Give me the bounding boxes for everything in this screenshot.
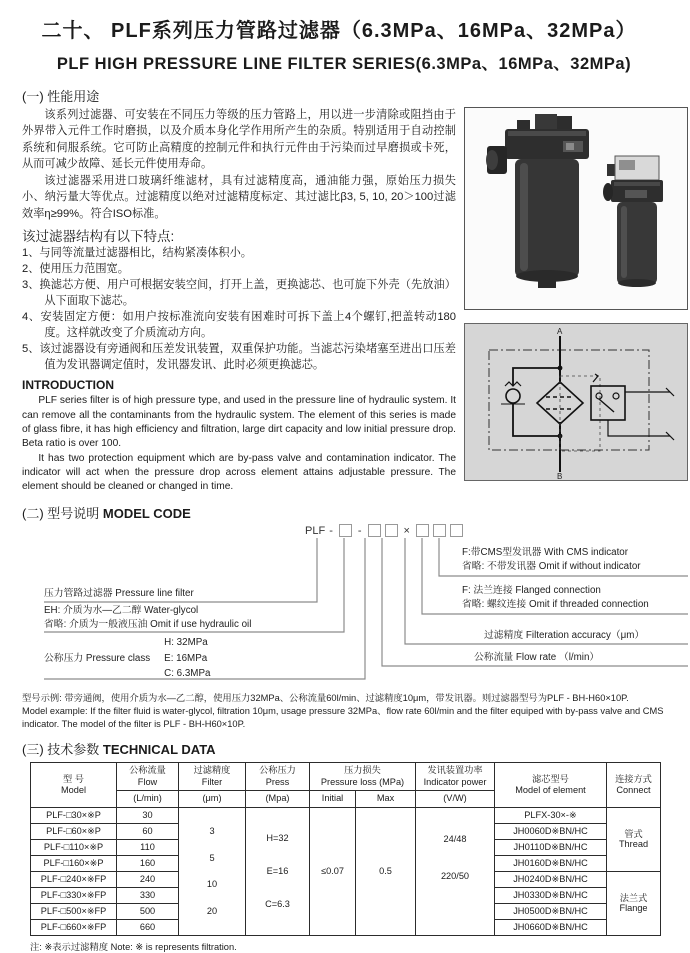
page-title-en: PLF HIGH PRESSURE LINE FILTER SERIES(6.3MPa、16MPa、32MPa) bbox=[56, 55, 632, 73]
cell-flow: 60 bbox=[117, 823, 179, 839]
features-list bbox=[22, 246, 456, 373]
cell-flow: 110 bbox=[117, 839, 179, 855]
section2-heading-en: MODEL CODE bbox=[102, 506, 191, 522]
cell-model: PLF-□240×※FP bbox=[31, 871, 117, 887]
code-box-medium bbox=[339, 524, 352, 537]
unit-loss-initial: Initial bbox=[310, 791, 356, 808]
filter-product-illustration bbox=[465, 108, 687, 309]
introduction-paragraph-2: It has two protection equipment which are by-pass valve and contamination indicator. The indicator will act when the pressure drop across element attains adjustable pressure. The element should be cleaned or changed in time. bbox=[22, 452, 456, 493]
cell-connect-flange: 法兰式 Flange bbox=[607, 871, 661, 935]
cell-flow: 500 bbox=[117, 903, 179, 919]
circuit-symbol bbox=[465, 324, 687, 480]
label-pressure-class: 公称压力 Pressure class H: 32MPa E: 16MPa C: 6.3MPa bbox=[44, 637, 211, 679]
model-code-dash: - bbox=[329, 524, 333, 537]
cell-model: PLF-□30×※P bbox=[31, 807, 117, 823]
cell-element: JH0500D※BN/HC bbox=[495, 903, 607, 919]
cell-flow: 660 bbox=[117, 919, 179, 935]
code-box-indicator bbox=[450, 524, 463, 537]
section2-heading bbox=[22, 503, 456, 522]
header-connect: 连接方式 Connect bbox=[607, 763, 661, 808]
unit-filter: (μm) bbox=[179, 791, 246, 808]
cell-element: JH0330D※BN/HC bbox=[495, 887, 607, 903]
cell-element: PLFX-30×-※ bbox=[495, 807, 607, 823]
feature-item: 4、安装固定方便：如用户按标准流向安装有困难时可拆下盖上4个螺钉,把盖转动180度。这样就改变了介质流动方向。 bbox=[22, 310, 456, 339]
model-code-string bbox=[305, 524, 465, 537]
label-cms-indicator: F:带CMS型发讯器 With CMS indicator 省略: 不带发讯器 Omit if without indicator bbox=[462, 547, 641, 572]
pressure-class-options: H: 32MPa E: 16MPa C: 6.3MPa bbox=[164, 637, 211, 679]
cell-model: PLF-□60×※P bbox=[31, 823, 117, 839]
cell-model: PLF-□330×※FP bbox=[31, 887, 117, 903]
performance-paragraph-1: 该系列过滤器、可安装在不同压力等级的压力管路上，用以进一步清除或阻挡由于外界带入元件工作时磨损，以及介质本身化学作用所产生的杂质。特别适用于自动控制系统和伺服系统。它可防止高精度的控制元件和执行元件由于污染而过早磨损或卡死，从而可减少故障、延长元件使用寿命。 bbox=[22, 109, 456, 171]
section1-figure-column bbox=[464, 107, 688, 522]
model-code-dash: - bbox=[357, 524, 362, 537]
table-footnote: 注: ※表示过滤精度 Note: ※ is represents filtration. bbox=[30, 941, 237, 952]
header-flow: 公称流量 Flow bbox=[117, 763, 179, 791]
unit-press: (Mpa) bbox=[246, 791, 310, 808]
cell-element: JH0160D※BN/HC bbox=[495, 855, 607, 871]
section2-heading-cn: (二) 型号说明 bbox=[22, 506, 100, 522]
section1-content bbox=[22, 107, 686, 522]
section1-text-column bbox=[22, 107, 456, 522]
table-header-row bbox=[31, 763, 661, 791]
page-title-cn: 二十、 PLF系列压力管路过滤器（6.3MPa、16MPa、32MPa） bbox=[41, 20, 637, 42]
model-example-cn: 型号示例: 带旁通阀，使用介质为水—乙二醇，使用压力32MPa、公称流量60l/min、过滤精度10μm，带发讯器。则过滤器型号为PLF - BH-H60×10P. bbox=[22, 693, 629, 704]
unit-power: (V/W) bbox=[416, 791, 495, 808]
cell-model: PLF-□160×※P bbox=[31, 855, 117, 871]
cell-element: JH0660D※BN/HC bbox=[495, 919, 607, 935]
cell-model: PLF-□660×※FP bbox=[31, 919, 117, 935]
label-filtration-accuracy: 过滤精度 Filteration accuracy（μm） bbox=[484, 630, 645, 642]
unit-flow: (L/min) bbox=[117, 791, 179, 808]
header-model: 型 号 Model bbox=[31, 763, 117, 808]
section1-heading: (一) 性能用途 bbox=[22, 89, 100, 104]
cell-element: JH0240D※BN/HC bbox=[495, 871, 607, 887]
product-photo bbox=[464, 107, 688, 310]
cell-loss-max: 0.5 bbox=[356, 807, 416, 935]
model-code-times: × bbox=[403, 524, 410, 537]
label-connection-type: F: 法兰连接 Flanged connection 省略: 螺纹连接 Omit if threaded connection bbox=[462, 585, 649, 610]
introduction-heading: INTRODUCTION bbox=[22, 378, 114, 393]
cell-filter-values: 3 5 10 20 bbox=[179, 807, 246, 935]
hydraulic-circuit-diagram bbox=[464, 323, 688, 481]
unit-loss-max: Max bbox=[356, 791, 416, 808]
code-box-connection bbox=[433, 524, 446, 537]
section3-heading-en: TECHNICAL DATA bbox=[102, 742, 216, 758]
port-label-bottom: B bbox=[557, 472, 563, 480]
performance-paragraph-2: 该过滤器采用进口玻璃纤维滤材，具有过滤精度高，通油能力强，原始压力损失小、纳污量大等优点。过滤精度以绝对过滤精度标定、其过滤比β3, 5, 10, 20＞100过滤效率η≥99%。符合ISO标准。 bbox=[22, 174, 456, 220]
cell-indicator-power: 24/48 220/50 bbox=[416, 807, 495, 935]
cell-flow: 330 bbox=[117, 887, 179, 903]
header-indicator-power: 发讯装置功率 Indicator power bbox=[416, 763, 495, 791]
label-flow-rate: 公称流量 Flow rate （l/min） bbox=[474, 652, 600, 664]
model-code-diagram bbox=[22, 524, 686, 688]
label-medium: EH: 介质为水—乙二醇 Water-glycol 省略: 介质为一般液压油 Omit if use hydraulic oil bbox=[44, 605, 252, 630]
feature-item: 1、与同等流量过滤器相比，结构紧凑体积小。 bbox=[22, 247, 252, 260]
model-example bbox=[22, 692, 686, 731]
code-box-flow bbox=[385, 524, 398, 537]
section3-heading bbox=[22, 739, 686, 758]
header-pressure-loss: 压力损失 Pressure loss (MPa) bbox=[310, 763, 416, 791]
cell-element: JH0110D※BN/HC bbox=[495, 839, 607, 855]
feature-item: 5、该过滤器设有旁通阀和压差发讯装置，双重保护功能。当滤芯污染堵塞至进出口压差值为发讯器调定值时，发讯器发讯、此时必须更换滤芯。 bbox=[22, 342, 456, 371]
label-pressure-line-filter: 压力管路过滤器 Pressure line filter bbox=[44, 588, 194, 600]
cell-press-values: H=32 E=16 C=6.3 bbox=[246, 807, 310, 935]
section3-heading-cn: (三) 技术参数 bbox=[22, 742, 100, 758]
introduction-paragraph-1: PLF series filter is of high pressure type, and used in the pressure line of hydraulic system. It can remove all the contaminants from the hydraulic system. The element of this series is made of glass fibre, it has high efficiency and filtration, large dirt capacity and low initial pressure drop. Beta ratio is over 100. bbox=[22, 395, 456, 450]
code-box-pressure bbox=[368, 524, 381, 537]
feature-item: 2、使用压力范围宽。 bbox=[22, 263, 129, 276]
technical-data-table bbox=[30, 762, 661, 936]
model-example-en: Model example: If the filter fluid is water-glycol, filtration 10μm, usage pressure 32MPa、flow rate 60l/min and the filter equiped with by-pass valve and CMS indicator. The model of the filter is PLF - BH-H60×10P. bbox=[22, 706, 664, 730]
cell-flow: 160 bbox=[117, 855, 179, 871]
code-box-accuracy bbox=[416, 524, 429, 537]
features-heading: 该过滤器结构有以下特点: bbox=[22, 229, 175, 245]
header-press: 公称压力 Press bbox=[246, 763, 310, 791]
cell-element: JH0060D※BN/HC bbox=[495, 823, 607, 839]
header-element: 滤芯型号 Model of element bbox=[495, 763, 607, 808]
port-label-top: A bbox=[557, 327, 563, 336]
cell-flow: 30 bbox=[117, 807, 179, 823]
cell-loss-initial: ≤0.07 bbox=[310, 807, 356, 935]
header-filter: 过滤精度 Filter bbox=[179, 763, 246, 791]
cell-connect-thread: 管式 Thread bbox=[607, 807, 661, 871]
cell-model: PLF-□500×※FP bbox=[31, 903, 117, 919]
cell-model: PLF-□110×※P bbox=[31, 839, 117, 855]
table-row bbox=[31, 807, 661, 823]
model-code-prefix: PLF bbox=[305, 524, 326, 537]
cell-flow: 240 bbox=[117, 871, 179, 887]
feature-item: 3、换滤芯方便、用户可根据安装空间，打开上盖，更换滤芯、也可旋下外壳（先放油）从下面取下滤芯。 bbox=[22, 278, 456, 307]
